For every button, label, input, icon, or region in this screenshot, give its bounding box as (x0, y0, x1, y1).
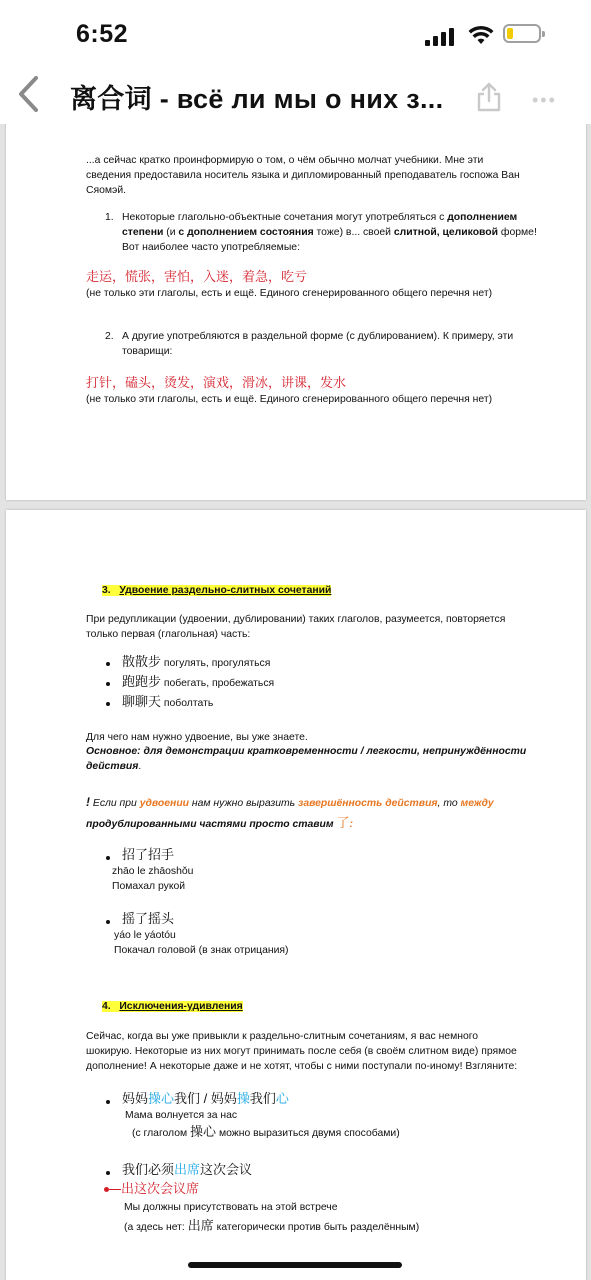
chinese-example (122, 1090, 400, 1108)
cellular-signal-icon (425, 28, 455, 46)
paragraph-line: Для чего нам нужно удвоение, вы уже знаете. (86, 732, 308, 743)
list-item-line (122, 225, 562, 240)
back-chevron-icon[interactable] (14, 74, 44, 114)
list-number: 2. (105, 331, 114, 342)
list-item (122, 673, 274, 691)
text-run: можно выразиться двумя способами) (216, 1128, 400, 1139)
chinese-word: 出席 (187, 1218, 214, 1233)
text-run: 妈妈 (122, 1091, 149, 1106)
example-block (114, 910, 289, 958)
example-block (112, 846, 194, 894)
status-bar (0, 0, 591, 64)
text-run: тоже) в... своей (313, 227, 394, 238)
bullet (106, 856, 110, 860)
translation: поболтать (161, 698, 214, 709)
paragraph (86, 1029, 566, 1074)
note-text: (не только эти глаголы, есть и ещё. Единого сгенерированного общего перечня нет) (86, 394, 493, 405)
paragraph-line: только первая (глагольная) часть: (86, 629, 251, 640)
blue-text: 操 (236, 1091, 250, 1106)
text-run: 我们 (249, 1091, 276, 1106)
highlighted-heading (102, 1001, 243, 1012)
text-run: категорически против быть разделённым) (213, 1222, 420, 1233)
orange-text: между (460, 798, 494, 809)
blue-text: 心 (275, 1091, 289, 1106)
heading-text: Удвоение раздельно-слитных сочетаний (119, 585, 332, 596)
text-run: , то (437, 798, 461, 809)
incorrect-example (104, 1180, 199, 1198)
emphasis-paragraph (86, 744, 546, 774)
intro-paragraph (86, 153, 520, 198)
text-run: (с глаголом (132, 1128, 191, 1139)
bullet (106, 662, 110, 666)
chinese-word: 聊聊天 (122, 694, 162, 709)
bullet (106, 682, 110, 686)
translation: погулять, прогуляться (161, 658, 271, 669)
list-item-line: Вот наиболее часто употребляемые: (122, 242, 300, 253)
chinese-example (122, 1161, 252, 1179)
text-run: продублированными частями просто ставим (86, 819, 337, 830)
heading-number: 4. (102, 1001, 111, 1012)
text-run: 我们必须 (122, 1162, 175, 1177)
list-item-line: А другие употребляются в раздельной форме (с дублированием). К примеру, эти (122, 331, 514, 342)
text-run: форме! (498, 227, 537, 238)
intro-line: сведения предоставила носитель языка и дипломированный преподаватель госпожа Ван (86, 170, 520, 181)
chinese-example: 摇了摇头 (122, 911, 175, 926)
translation-block (124, 1200, 419, 1235)
rule-line (86, 814, 566, 832)
intro-line: Сяомэй. (86, 185, 127, 196)
document-page-1 (6, 124, 586, 500)
bullet (106, 920, 110, 924)
translation: Мама волнуется за нас (125, 1110, 238, 1121)
blue-text: 操心 (148, 1091, 175, 1106)
blue-text: 出席 (174, 1162, 201, 1177)
orange-text: удвоении (139, 798, 190, 809)
example-block (122, 1161, 252, 1179)
exclamation-mark: ! (86, 795, 90, 809)
highlighted-heading (102, 585, 331, 596)
pinyin: zhāo le zhāoshǒu (112, 866, 194, 877)
list-item-2 (122, 329, 562, 359)
bullet (106, 1100, 110, 1104)
emphasis-line: действия (86, 761, 139, 772)
battery-icon (503, 24, 541, 43)
heading-text: Исключения-удивления (119, 1001, 243, 1012)
bullet (106, 702, 110, 706)
document-viewer[interactable] (0, 124, 591, 1280)
more-options-icon[interactable]: ••• (532, 90, 557, 110)
note-text: (не только эти глаголы, есть и ещё. Единого сгенерированного общего перечня нет) (86, 288, 493, 299)
text-run: Если при (90, 798, 140, 809)
list-item-1 (122, 210, 562, 255)
section-heading-4 (102, 999, 243, 1014)
example-block (122, 1090, 400, 1141)
text-run: 出 (121, 1181, 135, 1196)
text-run: 我们 / 妈妈 (174, 1091, 237, 1106)
chinese-word: 操心 (190, 1124, 217, 1139)
rule-line (86, 795, 566, 811)
list-number: 1. (105, 212, 114, 223)
bold-text: с дополнением состояния (178, 227, 314, 238)
bold-text: слитной, целиковой (393, 227, 499, 238)
translation: Мы должны присутствовать на этой встрече (124, 1202, 338, 1213)
wifi-icon (468, 24, 494, 46)
text-run: (и (163, 227, 179, 238)
chinese-word: 散散步 (122, 654, 162, 669)
translation: Покачал головой (в знак отрицания) (114, 945, 289, 956)
list-item (122, 653, 270, 671)
orange-text: завершённость действия (298, 798, 438, 809)
paragraph (86, 612, 505, 642)
rule-paragraph (86, 795, 566, 832)
list-item-line (122, 210, 562, 225)
paragraph-line: дополнение! А некоторые даже и не хотят, чтобы с ними поступали по-иному! Взгляните: (86, 1061, 518, 1072)
share-icon[interactable] (475, 82, 503, 112)
chinese-examples-red: 打针，磕头，烫发，演戏，滑冰，讲课，发水 (86, 375, 347, 390)
list-item (122, 693, 213, 711)
translation: Помахал рукой (112, 881, 186, 892)
chinese-particle: 了 (336, 815, 350, 830)
intro-line: ...а сейчас кратко проинформирую о том, о чём обычно молчат учебники. Мне эти (86, 155, 484, 166)
paragraph-line: шокирую. Некоторые из них могут принимать после себя (в своём слитном виде) прямое (86, 1046, 517, 1057)
chinese-example: 招了招手 (122, 847, 175, 862)
home-indicator[interactable] (188, 1262, 402, 1268)
section-heading-3 (102, 583, 331, 598)
paragraph-line: При редупликации (удвоении, дублировании) таких глаголов, разумеется, повторяется (86, 614, 506, 625)
text-run: Некоторые глагольно-объектные сочетания могут употребляться с (122, 212, 448, 223)
strike-line (109, 1189, 121, 1190)
translation: побегать, пробежаться (161, 678, 275, 689)
text-run: (а здесь нет: (124, 1222, 188, 1233)
document-page-2 (6, 510, 586, 1280)
text-run: . (138, 761, 142, 772)
list-item-line: товарищи: (122, 346, 173, 357)
navigation-bar (0, 64, 591, 124)
emphasis-line: Основное: для демонстрации кратковременности / легкости, непринуждённости (86, 746, 527, 757)
text-run: 这次会议 (134, 1181, 187, 1196)
paragraph-line: Сейчас, когда вы уже привыкли к раздельно-слитным сочетаниям, я вас немного (86, 1031, 479, 1042)
pinyin: yáo le yáotóu (114, 930, 176, 941)
chinese-word: 跑跑步 (122, 674, 162, 689)
document-title: 离合词 - всё ли мы о них з... (70, 84, 444, 114)
text-run: : (349, 819, 353, 830)
bold-text: дополнением (447, 212, 518, 223)
bold-text: степени (122, 227, 164, 238)
chinese-examples-red: 走运，慌张，害怕，入迷，着急，吃亏 (86, 269, 308, 284)
status-time: 6:52 (76, 20, 129, 48)
text-run: нам нужно выразить (189, 798, 299, 809)
text-run: 席 (186, 1181, 200, 1196)
heading-number: 3. (102, 585, 111, 596)
bullet (106, 1171, 110, 1175)
text-run: 这次会议 (200, 1162, 253, 1177)
